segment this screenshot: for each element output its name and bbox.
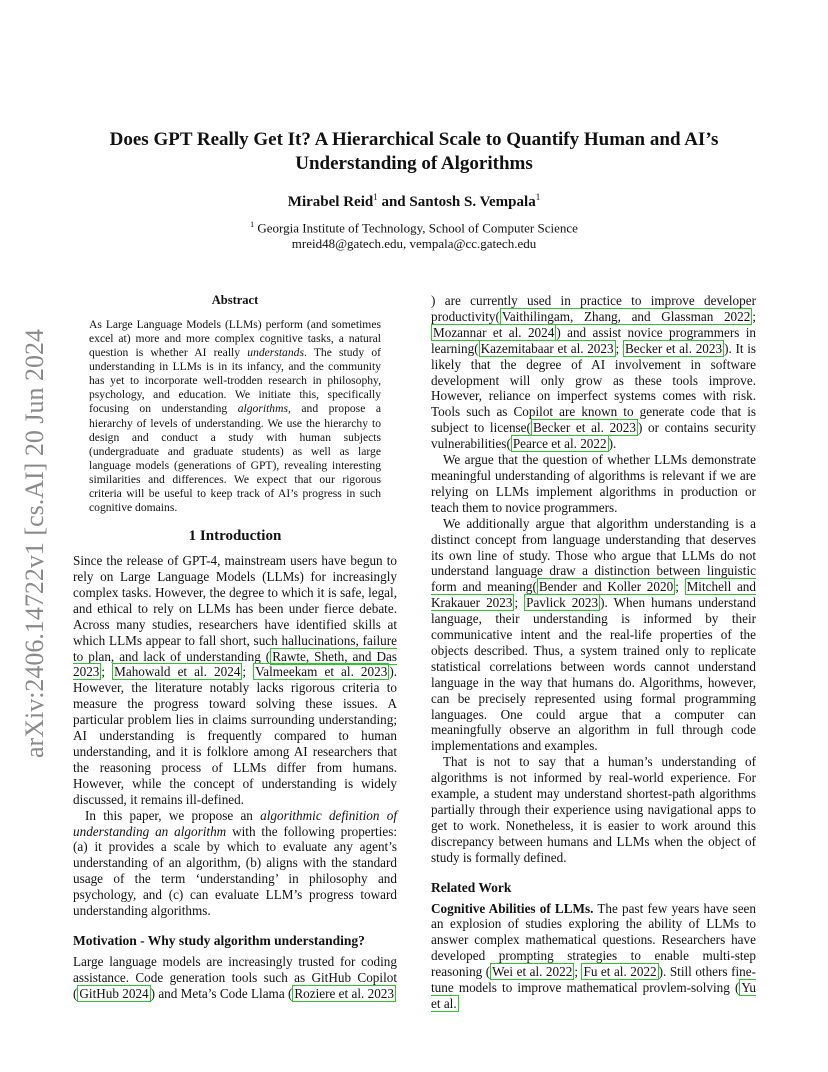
title-line-2: Understanding of Algorithms bbox=[295, 153, 533, 174]
motivation-heading: Motivation - Why study algorithm understanding? bbox=[73, 932, 365, 948]
citation-link[interactable]: Valmeekam et al. 2023 bbox=[255, 664, 388, 680]
citation-link[interactable]: Mozannar et al. 2024 bbox=[433, 324, 555, 340]
right-paragraph-4: That is not to say that a human’s understanding of algorithms is not informed by real-world experience. For example, a student may understand shortest-path algorithms partially through their experience using navigational apps to get to work. Nonetheless, it is easier to work around this discrepancy between humans and LLMs when the object of study is formally defined. bbox=[431, 754, 756, 865]
cognitive-abilities-lead: Cognitive Abilities of LLMs. bbox=[431, 900, 594, 916]
intro-paragraph-1: Since the release of GPT-4, mainstream users have begun to rely on Large Language Models (LLMs) for increasingly complex tasks. However, the degree to which it is safe, legal, and ethical to rely on LLMs has been under fierce debate. Across many studies, researchers have identified skills at which LLMs appear to fall short, such hallucinations, failure to plan, and lack of understanding ( Rawte, Sheth, and Das 2023 ; Mahowald et al. 2024 ; Valmeekam et al. 2023 ). However, the literature notably lacks rigorous criteria to measure the progress toward solving these issues. A particular problem lies in claims surrounding understanding; AI understanding is frequently compared to human understanding, and it is folklore among AI researchers that the reasoning process of LLMs differ from humans. However, while the concept of understanding is widely discussed, it remains ill-defined. bbox=[73, 553, 398, 807]
author-2: Santosh S. Vempala bbox=[409, 194, 536, 210]
related-work-paragraph: Cognitive Abilities of LLMs. The past few years have seen an explosion of studies exploring the ability of LLMs to answer complex mathematical questions. Researchers have developed prompting strategies to enable multi-step reasoning ( Wei et al. 2022 ; Fu et al. 2022 ). Still others fine-tune models to improve mathematical provlem-solving ( Yu et al. bbox=[431, 900, 756, 1011]
affiliation-name: Georgia Institute of Technology, School of Computer Science bbox=[257, 220, 578, 236]
introduction-heading: 1 Introduction bbox=[188, 528, 282, 545]
author-emails: mreid48@gatech.edu, vempala@cc.gatech.edu bbox=[291, 236, 537, 252]
related-work-heading: Related Work bbox=[431, 879, 512, 895]
citation-link[interactable]: Yu et al. bbox=[431, 980, 756, 1011]
citation-link[interactable]: Rawte, Sheth, and Das 2023 bbox=[73, 648, 397, 680]
arxiv-identifier bbox=[19, 300, 49, 760]
citation-link[interactable]: Mitchell and Krakauer 2023 bbox=[431, 579, 756, 611]
title-line-1: Does GPT Really Get It? A Hierarchical Scale to Quantify Human and AI’s bbox=[109, 129, 719, 150]
citation-link[interactable]: Mahowald et al. 2024 bbox=[114, 664, 241, 680]
right-paragraph-3: We additionally argue that algorithm understanding is a distinct concept from language understanding that deserves its own line of study. Those who argue that LLMs do not understand language draw a distinction between linguistic form and meaning( Bender and Koller 2020 ; Mitchell and Krakauer 2023 ; Pavlick 2023 ). When humans understand language, their understanding is informed by their communicative intent and the real-life properties of the objects described. Thus, a system trained only to replicate statistical correlations between words cannot understand language in the way that humans do. Algorithms, however, can be precisely represented using formal programming languages. One could argue that a computer can meaningfully observe an algorithm in full through code implementations and examples. bbox=[431, 515, 756, 754]
citation-link[interactable]: Fu et al. 2022 bbox=[583, 964, 657, 980]
abstract-heading: Abstract bbox=[211, 293, 259, 307]
citation-link[interactable]: Pearce et al. 2022 bbox=[512, 436, 607, 452]
citation-link[interactable]: Wei et al. 2022 bbox=[492, 964, 573, 980]
arxiv-id-text: arXiv:2406.14722v1 [cs.AI] 20 Jun 2024 bbox=[20, 329, 49, 758]
abstract-text: As Large Language Models (LLMs) perform (and sometimes excel at) more and more complex cognitive tasks, a natural question is whether AI really understands. The study of understanding in LLMs is in its infancy, and the community has yet to incorporate well-trodden research in philosophy, psychology, and education. We initiate this, specifically focusing on understanding algorithms, and propose a hierarchy of levels of understanding. We use the hierarchy to design and conduct a study with human subjects (undergraduate and graduate students) as well as large language models (generations of GPT), revealing interesting similarities and differences. We expect that our rigorous criteria will be useful to keep track of AI’s progress in such cognitive domains. bbox=[89, 317, 381, 515]
left-column bbox=[73, 293, 397, 1002]
authors: Mirabel Reid$^1$ and Santosh S. Vempala$^1$ bbox=[287, 192, 541, 210]
citation-link[interactable]: Becker et al. 2023 bbox=[532, 420, 636, 436]
motivation-paragraph-start: Large language models are increasingly trusted for coding assistance. Code generation tools such as GitHub Copilot ( GitHub 2024 ) and Meta’s Code Llama ( Roziere et al. 2023 bbox=[73, 953, 397, 1001]
citation-link[interactable]: Pavlick 2023 bbox=[526, 595, 599, 611]
paper-title bbox=[90, 128, 738, 176]
affiliation: $^1$ Georgia Institute of Technology, School of Computer Science mreid48@gatech.edu, vempala@cc.gatech.edu bbox=[90, 217, 738, 252]
right-column bbox=[431, 293, 756, 1012]
author-1: Mirabel Reid bbox=[287, 194, 374, 210]
citation-link[interactable]: Vaithilingam, Zhang, and Glassman 2022 bbox=[501, 308, 751, 324]
citation-link[interactable]: GitHub 2024 bbox=[79, 985, 149, 1001]
motivation-paragraph-continued: ) are currently used in practice to improve developer productivity( Vaithilingam, Zhang, and Glassman 2022 ; Mozannar et al. 2024 ) and assist novice programmers in learning( Kazemitabaar et al. 2023 ; Becker et al. 2023 ). It is likely that the degree of AI involvement in software development will only grow as these tools improve. However, reliance on imperfect systems comes with risk. Tools such as Copilot are known to generate code that is subject to license( Becker et al. 2023 ) or contains security vulnerabilities( Pearce et al. 2022 ). bbox=[431, 293, 756, 452]
citation-link[interactable]: Becker et al. 2023 bbox=[624, 340, 723, 356]
right-paragraph-2: We argue that the question of whether LLMs demonstrate meaningful understanding of algorithms is relevant if we are relying on LLMs implement algorithms in production or teach them to novice programmers. bbox=[431, 452, 756, 515]
intro-paragraph-2: In this paper, we propose an algorithmic definition of understanding an algorithm with the following properties: (a) it provides a scale by which to evaluate any agent’s understanding of an algorithm, (b) aligns with the standard usage of the term ‘understanding’ in philosophy and psychology, and (c) can evaluate LLM’s progress toward understanding algorithms. bbox=[73, 807, 398, 919]
citation-link[interactable]: Bender and Koller 2020 bbox=[538, 579, 674, 595]
citation-link[interactable]: Roziere et al. 2023 bbox=[294, 985, 394, 1001]
citation-link[interactable]: Kazemitabaar et al. 2023 bbox=[480, 340, 614, 356]
